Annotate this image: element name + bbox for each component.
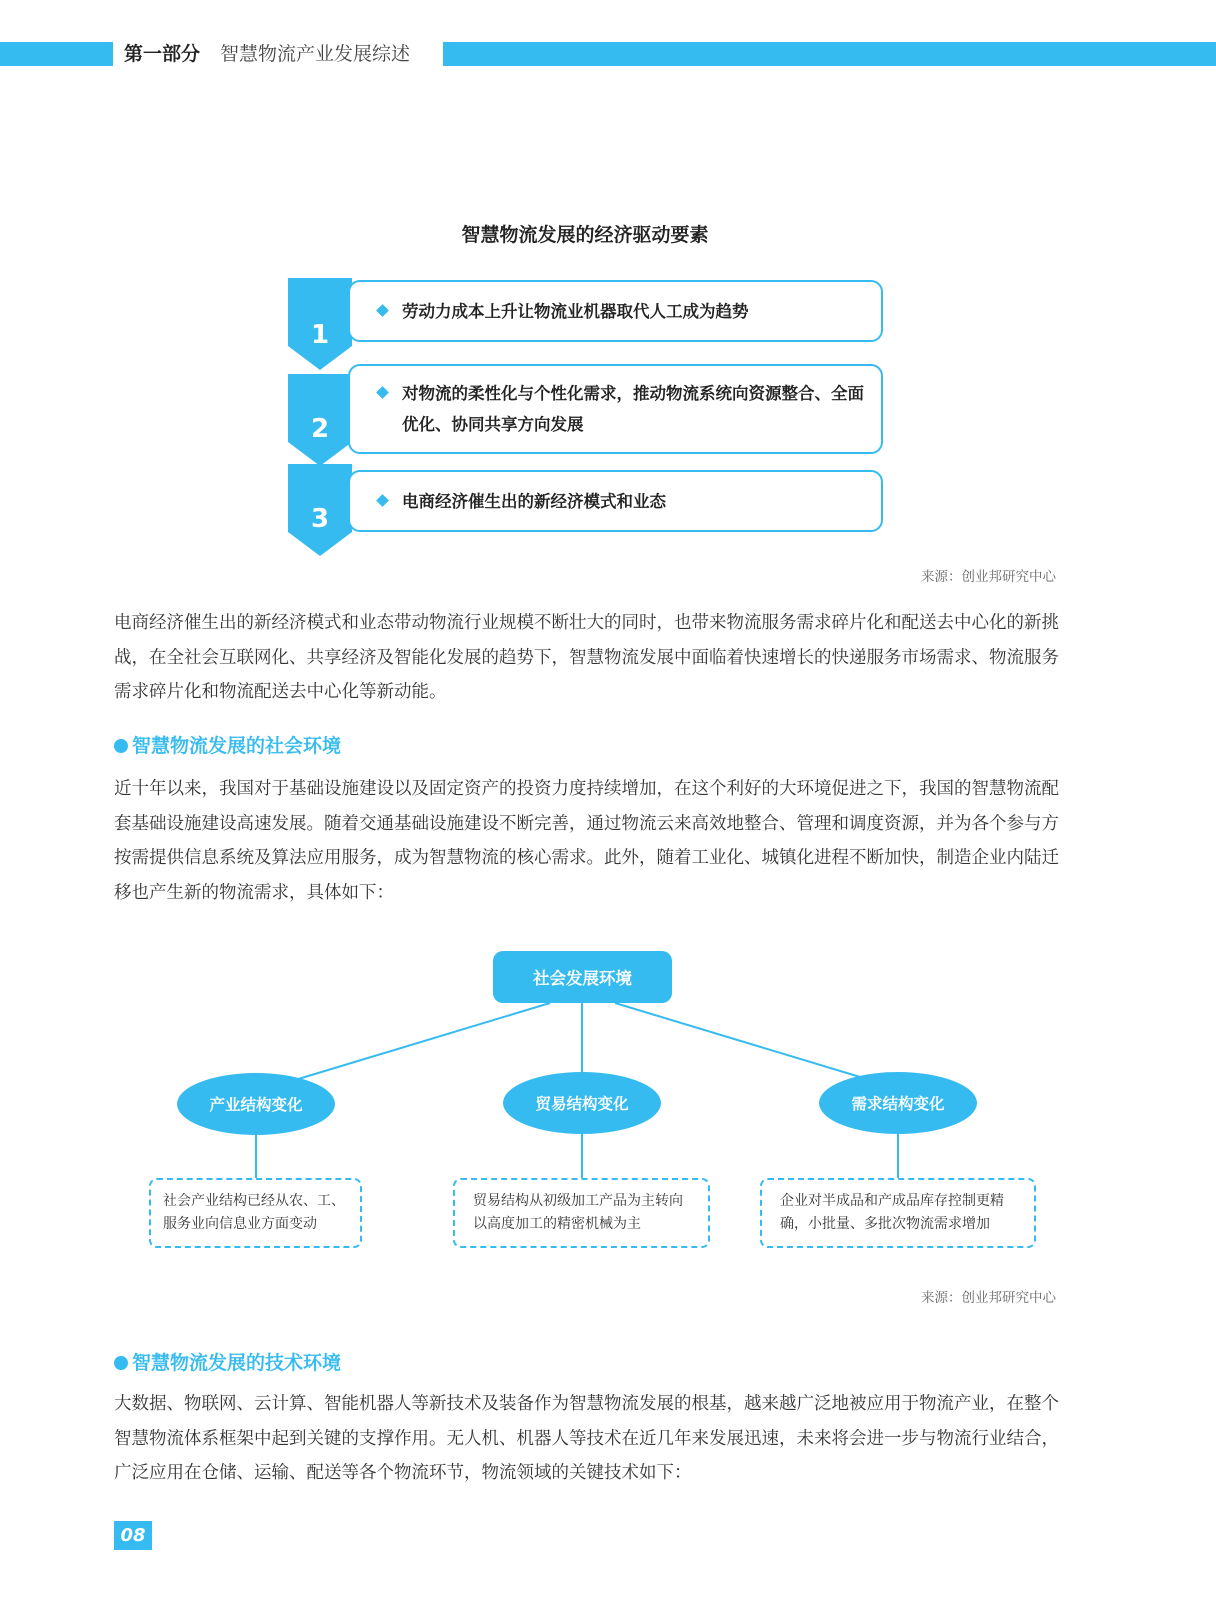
driver-text-1: 劳动力成本上升让物流业机器取代人工成为趋势 bbox=[402, 302, 749, 321]
driver-text-3: 电商经济催生出的新经济模式和业态 bbox=[402, 492, 666, 511]
driver-text-2: 对物流的柔性化与个性化需求，推动物流系统向资源整合、全面优化、协同共享方向发展 bbox=[402, 384, 864, 434]
step-number-3: 3 bbox=[310, 504, 330, 534]
paragraph-tech: 大数据、物联网、云计算、智能机器人等新技术及装备作为智慧物流发展的根基，越来越广泛地被应用于物流产业，在整个智慧物流体系框架中起到关键的支撑作用。无人机、机器人等技术在近几年来发展迅速，未来将会进一步与物流行业结合，广泛应用在仓储、运输、配送等各个物流环节，物流领域的关键技术如下： bbox=[114, 1394, 1059, 1483]
paragraph-social: 近十年以来，我国对于基础设施建设以及固定资产的投资力度持续增加，在这个利好的大环境促进之下，我国的智慧物流配套基础设施建设高速发展。随着交通基础设施建设不断完善，通过物流云来高效地整合、管理和调度资源，并为各个参与方按需提供信息系统及算法应用服务，成为智慧物流的核心需求。此外，随着工业化、城镇化进程不断加快，制造企业内陆迁移也产生新的物流需求，具体如下： bbox=[114, 779, 1059, 903]
section-heading-tech-text: 智慧物流发展的技术环境 bbox=[132, 1352, 342, 1374]
diagram-source: 来源：创业邦研究中心 bbox=[921, 1290, 1056, 1306]
tree-root-node: 社会发展环境 bbox=[493, 951, 672, 1003]
figure-source: 来源：创业邦研究中心 bbox=[921, 569, 1056, 585]
leaf-box-trade: 贸易结构从初级加工产品为主转向以高度加工的精密机械为主 bbox=[453, 1178, 710, 1248]
part-title: 智慧物流产业发展综述 bbox=[220, 43, 411, 65]
branch-node-industry: 产业结构变化 bbox=[177, 1073, 335, 1135]
figure-title: 智慧物流发展的经济驱动要素 bbox=[461, 224, 709, 246]
page-number: 08 bbox=[114, 1521, 152, 1550]
branch-node-trade: 贸易结构变化 bbox=[503, 1072, 661, 1134]
leaf-box-industry: 社会产业结构已经从农、工、服务业向信息业方面变动 bbox=[149, 1178, 362, 1248]
step-number-2: 2 bbox=[310, 414, 330, 444]
part-label: 第一部分 bbox=[124, 43, 201, 65]
section-heading-social-text: 智慧物流发展的社会环境 bbox=[132, 735, 342, 757]
bullet-dot-icon bbox=[114, 1356, 128, 1370]
section-heading-tech bbox=[114, 1348, 341, 1375]
paragraph-ecommerce: 电商经济催生出的新经济模式和业态带动物流行业规模不断壮大的同时，也带来物流服务需求碎片化和配送去中心化的新挑战，在全社会互联网化、共享经济及智能化发展的趋势下，智慧物流发展中面临着快速增长的快递服务市场需求、物流服务需求碎片化和物流配送去中心化等新动能。 bbox=[114, 613, 1059, 702]
leaf-box-demand: 企业对半成品和产成品库存控制更精确，小批量、多批次物流需求增加 bbox=[760, 1178, 1036, 1248]
branch-node-demand: 需求结构变化 bbox=[819, 1072, 977, 1134]
step-number-1: 1 bbox=[310, 320, 330, 350]
